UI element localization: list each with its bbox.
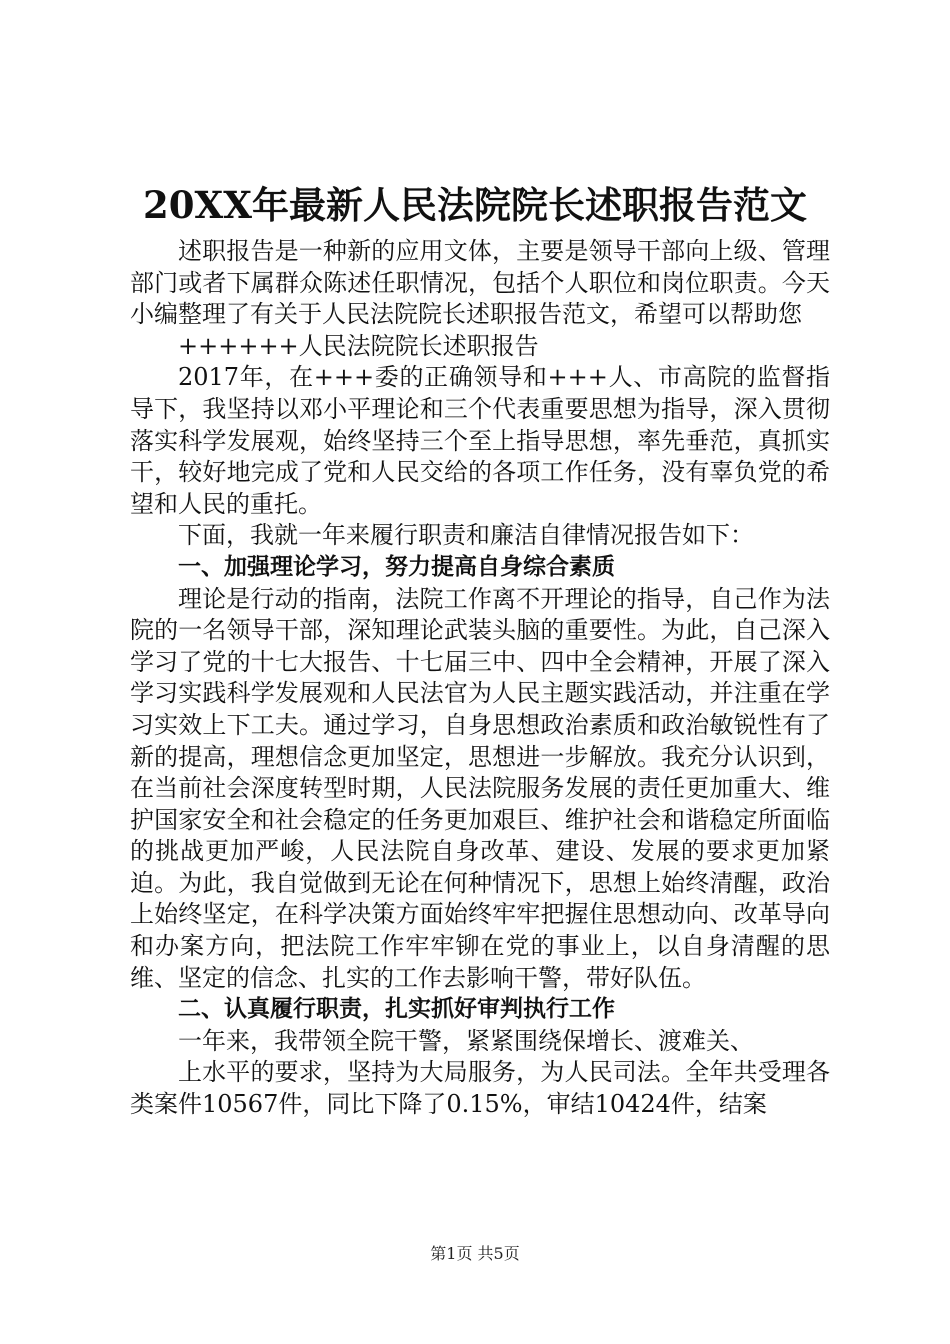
paragraph-duties: 一年来，我带领全院干警，紧紧围绕保增长、渡难关、: [178, 1026, 754, 1055]
paragraph-report-name: ++++++人民法院院长述职报告: [178, 331, 539, 360]
document-title: 20XX年最新人民法院院长述职报告范文: [143, 183, 807, 227]
paragraph-theory-study: 理论是行动的指南，法院工作离不开理论的指导，自己作为法院的一名领导干部，深知理论武装头脑的重要性。为此，自己深入学习了党的十七大报告、十七届三中、四中全会精神，开展了深入学习实践科学发展观和人民法官为人民主题实践活动，并注重在学习实效上下工夫。通过学习，自身思想政治素质和政治敏锐性有了新的提高，理想信念更加坚定，思想进一步解放。我充分认识到，在当前社会深度转型时期，人民法院服务发展的责任更加重大、维护国家安全和社会稳定的任务更加艰巨、维护社会和谐稳定所面临的挑战更加严峻，人民法院自身改革、建设、发展的要求更加紧迫。为此，我自觉做到无论在何种情况下，思想上始终清醒，政治上始终坚定，在科学决策方面始终牢牢把握住思想动向、改革导向和办案方向，把法院工作牢牢铆在党的事业上，以自身清醒的思维、坚定的信念、扎实的工作去影响干警，带好队伍。: [130, 584, 830, 992]
section-heading-1: 一、加强理论学习，努力提高自身综合素质: [178, 553, 615, 580]
section-heading-2: 二、认真履行职责，扎实抓好审判执行工作: [178, 996, 615, 1023]
paragraph-cases: 上水平的要求，坚持为大局服务，为人民司法。全年共受理各类案件10567件，同比下降了0.15%，审结10424件，结案: [130, 1058, 830, 1119]
page-footer: 第1页 共5页: [430, 1244, 520, 1263]
paragraph-transition: 下面，我就一年来履行职责和廉洁自律情况报告如下：: [178, 521, 754, 550]
paragraph-opening: 2017年，在+++委的正确领导和+++人、市高院的监督指导下，我坚持以邓小平理论和三个代表重要思想为指导，深入贯彻落实科学发展观，始终坚持三个至上指导思想，率先垂范，真抓实干，较好地完成了党和人民交给的各项工作任务，没有辜负党的希望和人民的重托。: [130, 363, 830, 518]
paragraph-intro: 述职报告是一种新的应用文体，主要是领导干部向上级、管理部门或者下属群众陈述任职情况，包括个人职位和岗位职责。今天小编整理了有关于人民法院院长述职报告范文，希望可以帮助您: [130, 237, 830, 329]
document-body: [130, 236, 830, 1121]
